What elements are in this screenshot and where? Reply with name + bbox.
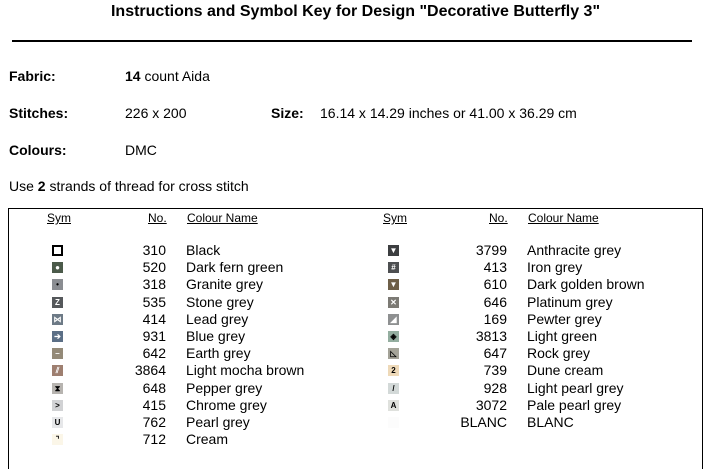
dmc-number: 762 [142, 414, 166, 430]
white-circle-icon: ● [52, 262, 63, 273]
colour-name: Dark fern green [186, 259, 284, 276]
dmc-number: 712 [142, 431, 166, 448]
colour-name: Granite grey [186, 276, 264, 293]
diamond-icon: ◈ [388, 331, 399, 342]
dmc-number: 648 [142, 379, 166, 396]
colours-value: DMC [125, 142, 157, 158]
fabric-count: 14 [125, 68, 141, 84]
corner-triangle-icon: ◢ [388, 314, 399, 325]
colour-name: Blue grey [186, 328, 246, 344]
fabric-label: Fabric: [9, 68, 56, 84]
triangle-down-icon: ▼ [389, 246, 398, 255]
a-icon: A [388, 400, 399, 411]
hash-icon: # [388, 262, 399, 273]
dmc-number: 535 [142, 293, 166, 310]
colour-name: Chrome grey [186, 396, 267, 413]
dmc-number: 310 [142, 242, 166, 258]
double-slash-icon: ⫽ [52, 365, 63, 376]
header-sym-left: Sym [47, 211, 71, 225]
title-divider [12, 40, 692, 42]
instruction-text [9, 178, 249, 194]
colour-name: BLANC [527, 414, 574, 430]
dmc-number: 3813 [475, 328, 507, 344]
bowtie-icon: ⋈ [53, 314, 62, 324]
header-no-right: No. [489, 211, 508, 225]
dmc-number: 318 [142, 276, 166, 293]
header-name-right: Colour Name [528, 211, 599, 225]
header-sym-right: Sym [383, 211, 407, 225]
u-icon: U [52, 417, 63, 428]
colour-name: Stone grey [186, 293, 254, 310]
fabric-value [125, 68, 210, 84]
dmc-number: 3864 [134, 362, 166, 379]
stitches-value: 226 x 200 [125, 105, 187, 121]
colour-name: Light pearl grey [527, 379, 624, 396]
hollow-square-icon [52, 245, 63, 256]
size-value: 16.14 x 14.29 inches or 41.00 x 36.29 cm [320, 105, 577, 121]
colour-name: Pewter grey [527, 310, 602, 327]
dmc-number: 931 [142, 328, 166, 344]
colour-name: Earth grey [186, 345, 251, 362]
colour-name: Light mocha brown [186, 362, 305, 379]
colour-name: Pale pearl grey [527, 396, 622, 413]
dmc-number: 169 [483, 310, 507, 327]
header-name-left: Colour Name [187, 211, 258, 225]
hourglass-icon: ⧗ [52, 383, 63, 394]
colour-name: Pearl grey [186, 414, 250, 430]
stitches-label: Stitches: [9, 105, 69, 121]
instruction-post: strands of thread for cross stitch [45, 178, 249, 194]
colour-name: Dark golden brown [527, 276, 645, 293]
colour-name: Dune cream [527, 362, 604, 379]
chevron-right-icon: > [52, 400, 63, 411]
colour-name: Anthracite grey [527, 242, 622, 258]
dmc-number: BLANC [460, 414, 507, 430]
blank-icon [388, 417, 399, 428]
dmc-number: 646 [483, 293, 507, 310]
colour-name: Lead grey [186, 310, 249, 327]
document-title: Instructions and Symbol Key for Design "Decorative Butterfly 3" [110, 3, 601, 20]
colours-label: Colours: [9, 142, 67, 158]
colour-name: Black [186, 242, 221, 258]
dmc-number: 642 [142, 345, 166, 362]
dot-icon: • [52, 279, 63, 290]
dmc-number: 415 [142, 396, 166, 413]
dmc-number: 3799 [475, 242, 507, 258]
dmc-number: 610 [483, 276, 507, 293]
x-icon: ✕ [388, 297, 399, 308]
colour-name: Cream [186, 431, 229, 448]
triangle-ruler-icon: ◺ [388, 348, 399, 359]
colour-name: Iron grey [527, 259, 583, 276]
dmc-number: 413 [483, 259, 507, 276]
arrow-right-icon: ➔ [52, 331, 63, 342]
instruction-pre: Use [9, 178, 38, 194]
colour-name: Pepper grey [186, 379, 263, 396]
colour-name: Light green [527, 328, 598, 344]
instruction-strands: 2 [37, 178, 46, 194]
slash-icon: / [388, 383, 399, 394]
two-icon: 2 [388, 365, 399, 376]
dmc-number: 3072 [475, 396, 507, 413]
dmc-number: 928 [483, 379, 507, 396]
triangle-down-icon: ▼ [389, 280, 398, 290]
dmc-number: 520 [142, 259, 166, 276]
dmc-number: 414 [142, 310, 166, 327]
corner-icon: ⌝ [52, 434, 63, 445]
fabric-text: count Aida [140, 68, 210, 84]
colour-name: Rock grey [527, 345, 591, 362]
size-label: Size: [271, 105, 304, 121]
colour-name: Platinum grey [527, 293, 613, 310]
dash-icon: – [52, 348, 63, 359]
dmc-number: 647 [483, 345, 507, 362]
dmc-number: 739 [483, 362, 507, 379]
z-icon: Z [52, 297, 63, 308]
header-no-left: No. [148, 211, 167, 225]
